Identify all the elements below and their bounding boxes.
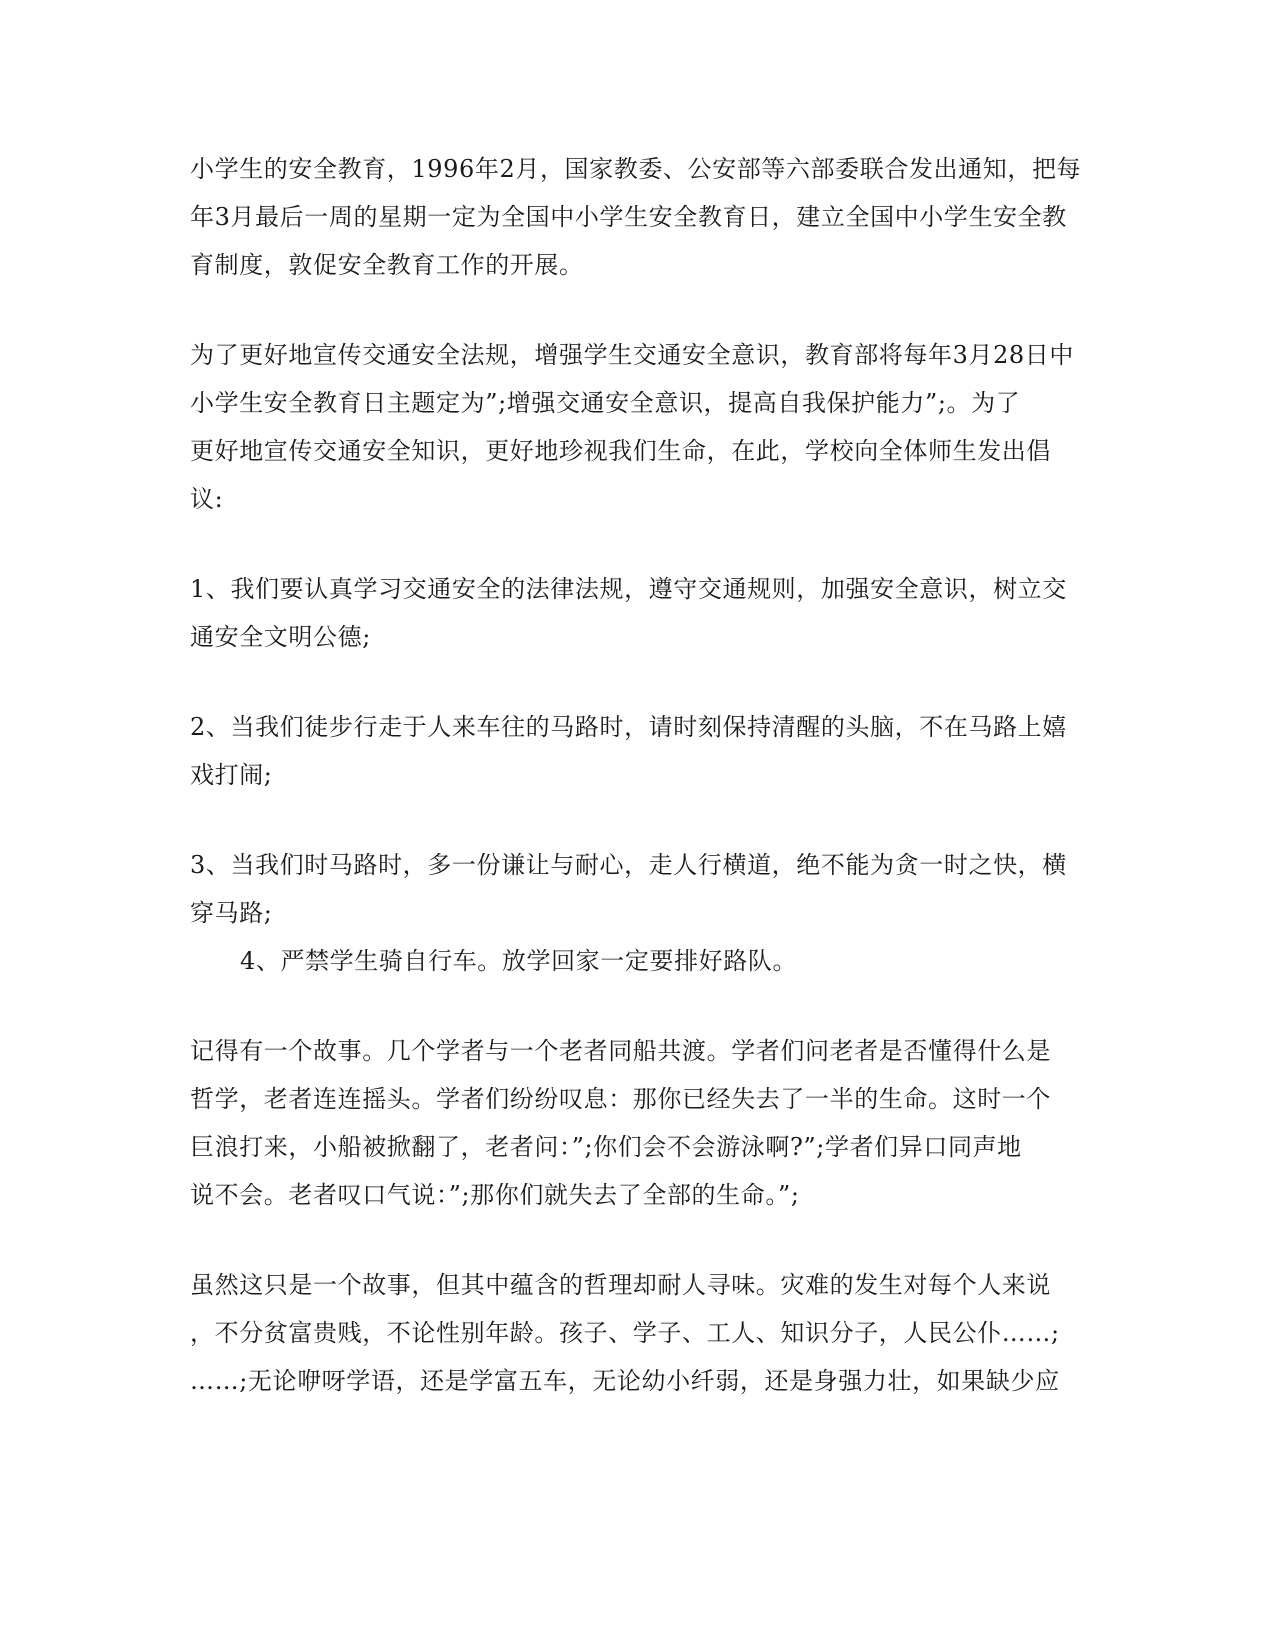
list-item-1-line-2: 通安全文明公德; — [190, 623, 371, 651]
paragraph-4-line-1: 虽然这只是一个故事，但其中蕴含的哲理却耐人寻味。灾难的发生对每个人来说 — [190, 1271, 1051, 1299]
paragraph-3-line-3: 巨浪打来，小船被掀翻了，老者问：”;你们会不会游泳啊?”;学者们异口同声地 — [190, 1133, 1022, 1161]
paragraph-2-line-3: 更好地宣传交通安全知识，更好地珍视我们生命，在此，学校向全体师生发出倡 — [190, 437, 1051, 465]
paragraph-3-line-1: 记得有一个故事。几个学者与一个老者同船共渡。学者们问老者是否懂得什么是 — [190, 1037, 1051, 1065]
paragraph-3-line-2: 哲学，老者连连摇头。学者们纷纷叹息：那你已经失去了一半的生命。这时一个 — [190, 1085, 1051, 1113]
paragraph-2-line-1: 为了更好地宣传交通安全法规，增强学生交通安全意识，教育部将每年3月28日中 — [190, 341, 1075, 369]
paragraph-1-line-3: 育制度，敦促安全教育工作的开展。 — [190, 251, 584, 279]
paragraph-1-line-1: 小学生的安全教育，1996年2月，国家教委、公安部等六部委联合发出通知，把每 — [190, 155, 1082, 183]
list-item-2-line-2: 戏打闹; — [190, 761, 273, 789]
list-item-1-line-1: 1、我们要认真学习交通安全的法律法规，遵守交通规则，加强安全意识，树立交 — [190, 575, 1067, 603]
list-item-4-line-1: 4、严禁学生骑自行车。放学回家一定要排好路队。 — [240, 947, 798, 975]
list-item-2-line-1: 2、当我们徒步行走于人来车往的马路时，请时刻保持清醒的头脑，不在马路上嬉 — [190, 713, 1067, 741]
paragraph-2-line-2: 小学生安全教育日主题定为”;增强交通安全意识，提高自我保护能力”;。为了 — [190, 389, 1021, 417]
paragraph-4-line-3: ……;无论咿呀学语，还是学富五车，无论幼小纤弱，还是身强力壮，如果缺少应 — [190, 1367, 1060, 1395]
list-item-3-line-1: 3、当我们时马路时，多一份谦让与耐心，走人行横道，绝不能为贪一时之快，横 — [190, 851, 1067, 879]
paragraph-3-line-4: 说不会。老者叹口气说：”;那你们就失去了全部的生命。”; — [190, 1181, 800, 1209]
paragraph-1-line-2: 年3月最后一周的星期一定为全国中小学生安全教育日，建立全国中小学生安全教 — [190, 203, 1067, 231]
paragraph-2-line-4: 议: — [190, 485, 224, 513]
list-item-3-line-2: 穿马路; — [190, 899, 273, 927]
paragraph-4-line-2: ，不分贫富贵贱，不论性别年龄。孩子、学子、工人、知识分子，人民公仆……; — [190, 1319, 1060, 1347]
